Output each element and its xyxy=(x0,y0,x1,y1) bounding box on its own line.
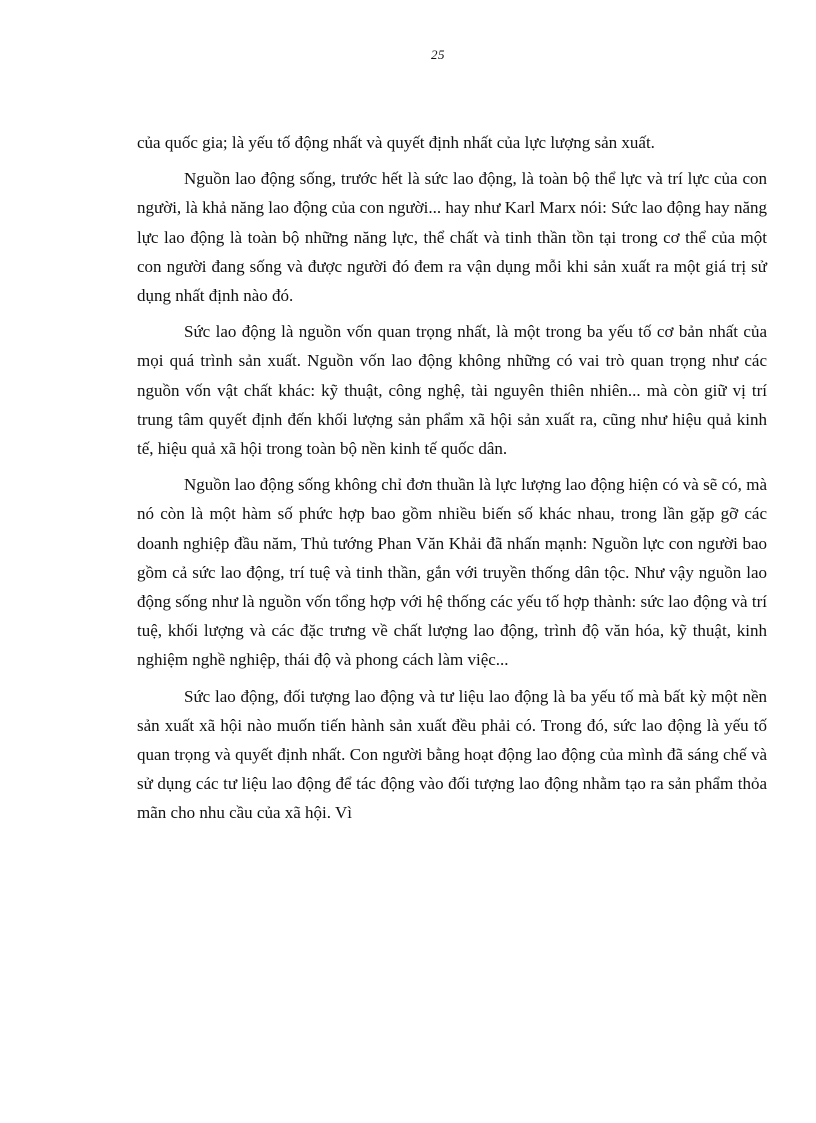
paragraph: Sức lao động là nguồn vốn quan trọng nhất, là một trong ba yếu tố cơ bản nhất của mọi quá trình sản xuất. Nguồn vốn lao động không những có vai trò quan trọng như các nguồn vốn vật chất khác: kỹ thuật, công nghệ, tài nguyên thiên nhiên... mà còn giữ vị trí trung tâm quyết định đến khối lượng sản phẩm xã hội sản xuất ra, cũng như hiệu quả kinh tế, hiệu quả xã hội trong toàn bộ nền kinh tế quốc dân. xyxy=(137,322,767,459)
paragraph: Sức lao động, đối tượng lao động và tư liệu lao động là ba yếu tố mà bất kỳ một nền sản xuất xã hội nào muốn tiến hành sản xuất đều phải có. Trong đó, sức lao động là yếu tố quan trọng và quyết định nhất. Con người bằng hoạt động lao động của mình đã sáng chế và sử dụng các tư liệu lao động để tác động vào đối tượng lao động nhằm tạo ra sản phẩm thỏa mãn cho nhu cầu của xã hội. Vì xyxy=(137,686,767,823)
paragraph: Nguồn lao động sống, trước hết là sức lao động, là toàn bộ thể lực và trí lực của con người, là khả năng lao động của con người... hay như Karl Marx nói: Sức lao động hay năng lực lao động là toàn bộ những năng lực, thể chất và tinh thần tồn tại trong cơ thể của một con người đang sống và được người đó đem ra vận dụng mỗi khi sản xuất ra một giá trị sử dụng nhất định nào đó. xyxy=(137,169,767,306)
paragraph-continuation: của quốc gia; là yếu tố động nhất và quyết định nhất của lực lượng sản xuất. xyxy=(137,133,655,152)
paragraph: Nguồn lao động sống không chỉ đơn thuần là lực lượng lao động hiện có và sẽ có, mà nó còn là một hàm số phức hợp bao gồm nhiều biến số khác nhau, trong lần gặp gỡ các doanh nghiệp đầu năm, Thủ tướng Phan Văn Khải đã nhấn mạnh: Nguồn lực con người bao gồm cả sức lao động, trí tuệ và tinh thần, gắn với truyền thống dân tộc. Như vậy nguồn lao động sống như là nguồn vốn tổng hợp với hệ thống các yếu tố hợp thành: sức lao động và trí tuệ, khối lượng và các đặc trưng về chất lượng lao động, trình độ văn hóa, kỹ thuật, kinh nghiệm nghề nghiệp, thái độ và phong cách làm việc... xyxy=(137,475,767,670)
page-number: 25 xyxy=(431,47,445,62)
document-body xyxy=(137,128,767,835)
